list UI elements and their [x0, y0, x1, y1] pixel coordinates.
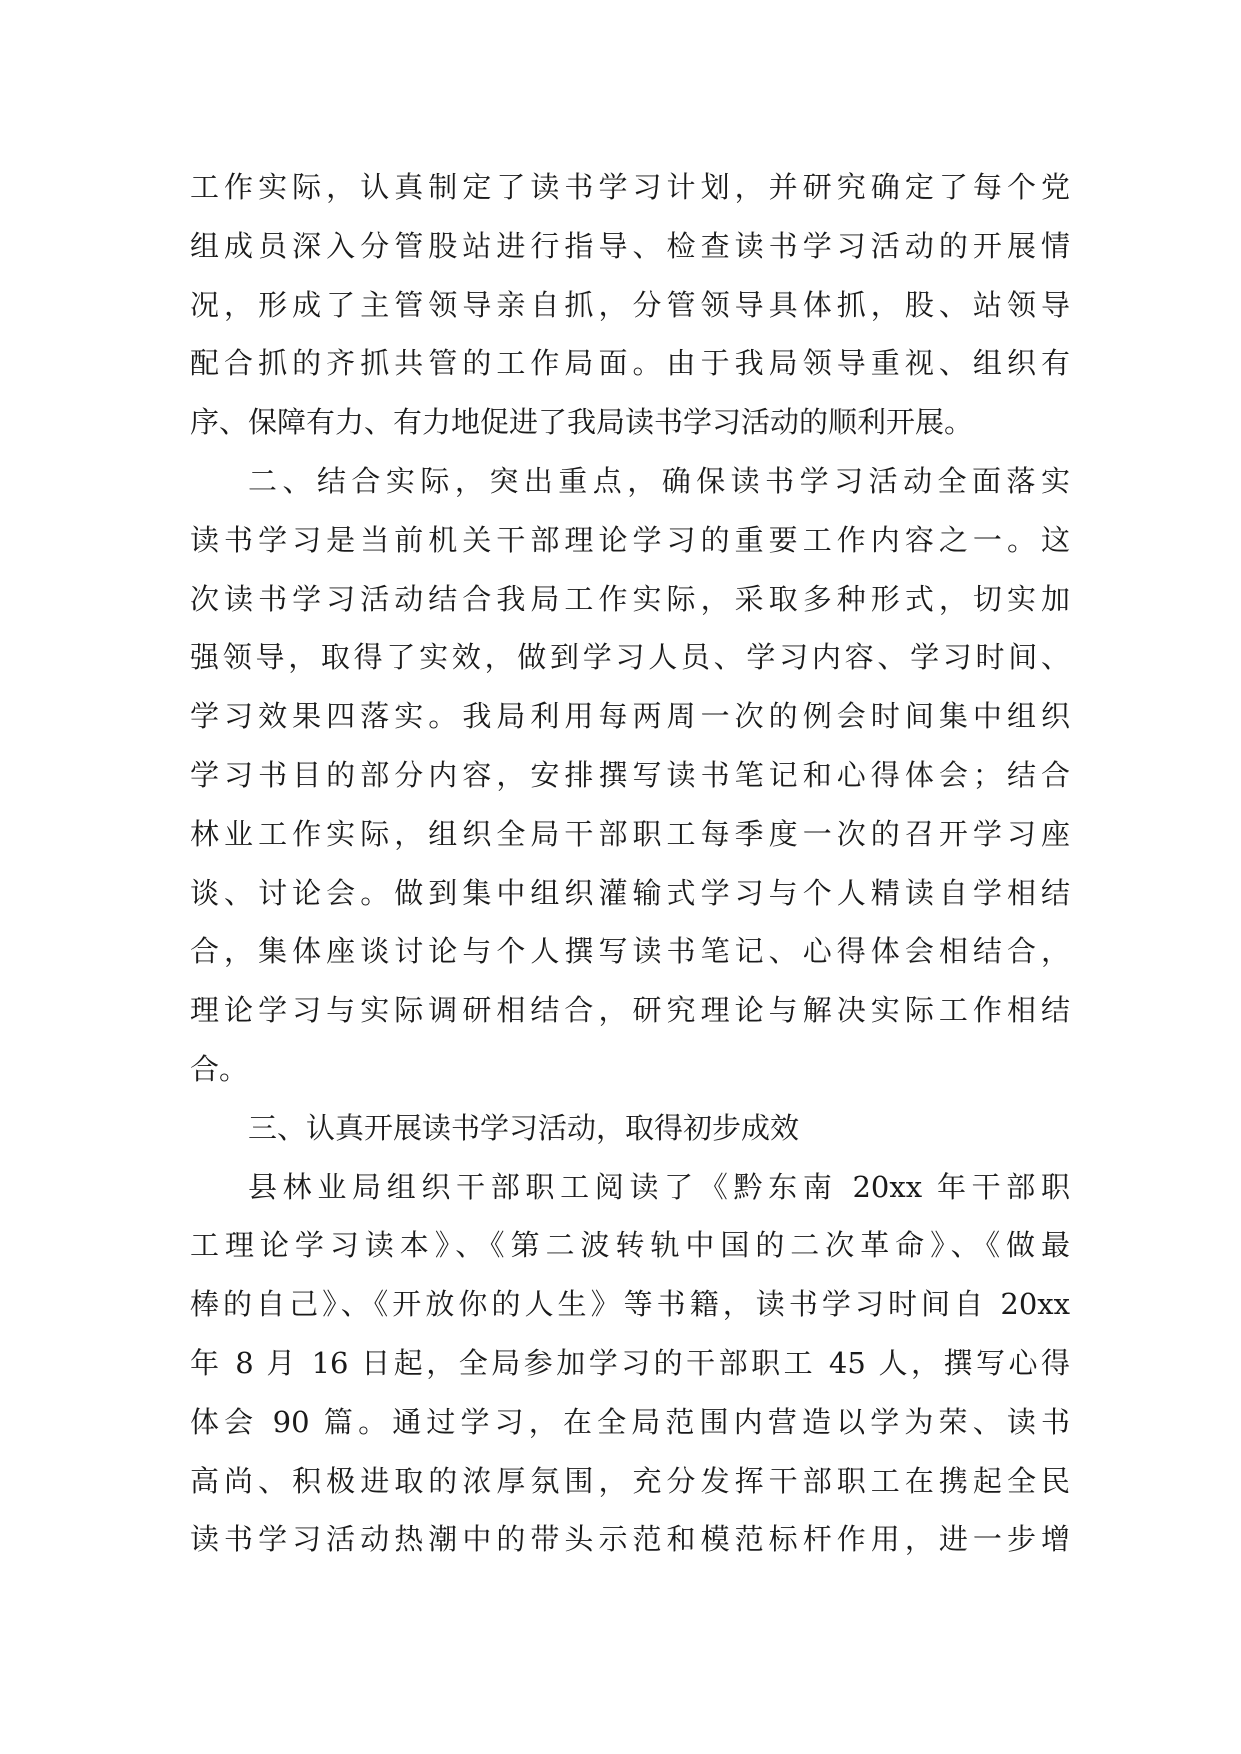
paragraph-first-line: 三、认真开展读书学习活动，取得初步成效 — [248, 1110, 800, 1145]
paragraph-first-line: 二、结合实际，突出重点，确保读书学习活动全面落实 — [248, 463, 1070, 498]
text-line: 工理论学习读本》、《第二波转轨中国的二次革命》、《做最 — [190, 1228, 1070, 1263]
text-line: 学习书目的部分内容，安排撰写读书笔记和心得体会；结合 — [190, 757, 1070, 792]
text-line: 体会 90 篇。通过学习，在全局范围内营造以学为荣、读书 — [190, 1404, 1070, 1439]
text-line: 工作实际，认真制定了读书学习计划，并研究确定了每个党 — [190, 170, 1070, 204]
text-line: 谈、讨论会。做到集中组织灌输式学习与个人精读自学相结 — [190, 875, 1070, 910]
text-line: 学习效果四落实。我局利用每两周一次的例会时间集中组织 — [190, 699, 1070, 734]
text-line: 理论学习与实际调研相结合，研究理论与解决实际工作相结 — [190, 993, 1070, 1028]
text-line: 况，形成了主管领导亲自抓，分管领导具体抓，股、站领导 — [190, 287, 1070, 322]
text-line: 配合抓的齐抓共管的工作局面。由于我局领导重视、组织有 — [190, 346, 1070, 381]
text-line: 读书学习是当前机关干部理论学习的重要工作内容之一。这 — [190, 522, 1070, 557]
text-line: 组成员深入分管股站进行指导、检查读书学习活动的开展情 — [190, 228, 1070, 263]
paragraph-first-line: 县林业局组织干部职工阅读了《黔东南 20xx 年干部职 — [248, 1169, 1070, 1204]
text-line: 强领导，取得了实效，做到学习人员、学习内容、学习时间、 — [190, 640, 1070, 675]
text-line: 序、保障有力、有力地促进了我局读书学习活动的顺利开展。 — [190, 405, 974, 440]
text-line: 林业工作实际，组织全局干部职工每季度一次的召开学习座 — [190, 816, 1070, 851]
text-line: 合，集体座谈讨论与个人撰写读书笔记、心得体会相结合， — [190, 934, 1070, 969]
text-line: 高尚、积极进取的浓厚氛围，充分发挥干部职工在携起全民 — [190, 1463, 1070, 1498]
document-body — [190, 158, 1070, 1569]
text-line: 合。 — [190, 1051, 249, 1086]
text-line: 年 8 月 16 日起，全局参加学习的干部职工 45 人，撰写心得 — [190, 1345, 1070, 1380]
text-line: 次读书学习活动结合我局工作实际，采取多种形式，切实加 — [190, 581, 1070, 616]
text-line: 读书学习活动热潮中的带头示范和模范标杆作用，进一步增 — [190, 1522, 1070, 1557]
text-line: 棒的自己》、《开放你的人生》等书籍，读书学习时间自 20xx — [190, 1287, 1070, 1322]
